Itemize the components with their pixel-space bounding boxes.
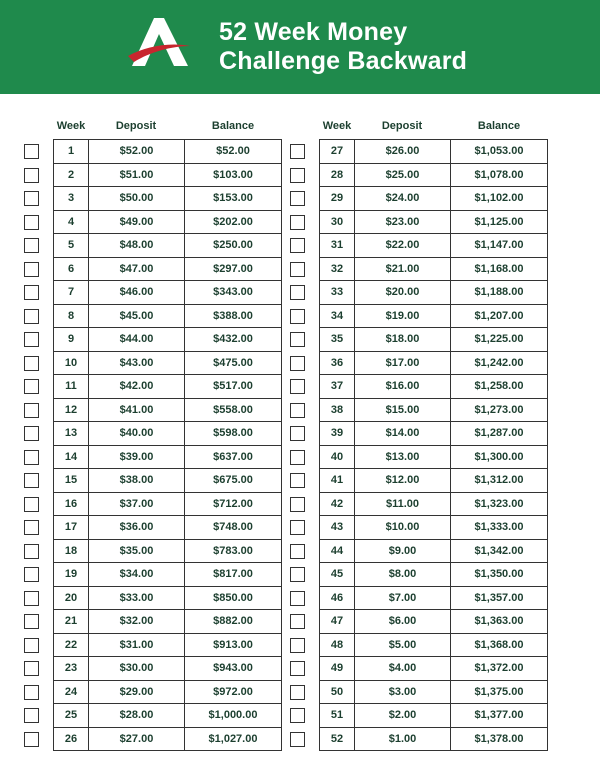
deposit-cell: $33.00	[88, 586, 185, 611]
week-cell: 20	[53, 586, 89, 611]
week-checkbox[interactable]	[290, 708, 305, 723]
week-checkbox[interactable]	[24, 708, 39, 723]
column-header-balance: Balance	[477, 120, 521, 132]
deposit-cell: $31.00	[88, 633, 185, 658]
balance-cell: $475.00	[184, 351, 282, 376]
balance-cell: $1,225.00	[450, 327, 548, 352]
deposit-cell: $2.00	[354, 703, 451, 728]
balance-cell: $1,273.00	[450, 398, 548, 423]
week-cell: 29	[319, 186, 355, 211]
balance-cell: $1,053.00	[450, 139, 548, 164]
week-checkbox[interactable]	[290, 168, 305, 183]
week-cell: 2	[53, 163, 89, 188]
balance-cell: $748.00	[184, 515, 282, 540]
week-checkbox[interactable]	[24, 661, 39, 676]
column-header-week: Week	[322, 120, 352, 132]
week-cell: 43	[319, 515, 355, 540]
balance-cell: $913.00	[184, 633, 282, 658]
balance-cell: $850.00	[184, 586, 282, 611]
balance-cell: $250.00	[184, 233, 282, 258]
balance-cell: $598.00	[184, 421, 282, 446]
week-cell: 18	[53, 539, 89, 564]
balance-cell: $943.00	[184, 656, 282, 681]
deposit-cell: $13.00	[354, 445, 451, 470]
deposit-cell: $28.00	[88, 703, 185, 728]
week-checkbox[interactable]	[24, 332, 39, 347]
week-checkbox[interactable]	[290, 144, 305, 159]
week-checkbox[interactable]	[290, 215, 305, 230]
week-cell: 16	[53, 492, 89, 517]
week-cell: 38	[319, 398, 355, 423]
deposit-cell: $9.00	[354, 539, 451, 564]
deposit-cell: $22.00	[354, 233, 451, 258]
deposit-cell: $14.00	[354, 421, 451, 446]
week-cell: 42	[319, 492, 355, 517]
deposit-cell: $41.00	[88, 398, 185, 423]
deposit-cell: $34.00	[88, 562, 185, 587]
balance-cell: $1,147.00	[450, 233, 548, 258]
week-checkbox[interactable]	[24, 685, 39, 700]
balance-cell: $1,125.00	[450, 210, 548, 235]
deposit-cell: $42.00	[88, 374, 185, 399]
balance-cell: $1,323.00	[450, 492, 548, 517]
deposit-cell: $43.00	[88, 351, 185, 376]
deposit-cell: $52.00	[88, 139, 185, 164]
week-cell: 9	[53, 327, 89, 352]
week-cell: 35	[319, 327, 355, 352]
week-checkbox[interactable]	[290, 473, 305, 488]
week-cell: 15	[53, 468, 89, 493]
week-checkbox[interactable]	[290, 591, 305, 606]
balance-cell: $1,258.00	[450, 374, 548, 399]
title-line-2: Challenge Backward	[219, 47, 468, 75]
balance-cell: $817.00	[184, 562, 282, 587]
week-checkbox[interactable]	[24, 473, 39, 488]
week-checkbox[interactable]	[290, 238, 305, 253]
balance-cell: $343.00	[184, 280, 282, 305]
week-cell: 40	[319, 445, 355, 470]
deposit-cell: $21.00	[354, 257, 451, 282]
week-cell: 41	[319, 468, 355, 493]
week-cell: 21	[53, 609, 89, 634]
deposit-cell: $50.00	[88, 186, 185, 211]
week-checkbox[interactable]	[290, 309, 305, 324]
week-checkbox[interactable]	[24, 591, 39, 606]
deposit-cell: $38.00	[88, 468, 185, 493]
week-checkbox[interactable]	[24, 497, 39, 512]
balance-cell: $1,363.00	[450, 609, 548, 634]
week-cell: 7	[53, 280, 89, 305]
week-checkbox[interactable]	[24, 544, 39, 559]
week-cell: 32	[319, 257, 355, 282]
week-checkbox[interactable]	[290, 520, 305, 535]
week-checkbox[interactable]	[290, 732, 305, 747]
balance-cell: $1,368.00	[450, 633, 548, 658]
week-cell: 45	[319, 562, 355, 587]
week-checkbox[interactable]	[24, 567, 39, 582]
week-checkbox[interactable]	[290, 191, 305, 206]
week-cell: 26	[53, 727, 89, 752]
week-cell: 50	[319, 680, 355, 705]
balance-cell: $1,188.00	[450, 280, 548, 305]
balance-cell: $1,102.00	[450, 186, 548, 211]
deposit-cell: $17.00	[354, 351, 451, 376]
week-cell: 33	[319, 280, 355, 305]
deposit-cell: $26.00	[354, 139, 451, 164]
week-cell: 10	[53, 351, 89, 376]
week-cell: 4	[53, 210, 89, 235]
deposit-cell: $1.00	[354, 727, 451, 752]
week-cell: 1	[53, 139, 89, 164]
balance-cell: $972.00	[184, 680, 282, 705]
week-cell: 52	[319, 727, 355, 752]
deposit-cell: $29.00	[88, 680, 185, 705]
week-cell: 39	[319, 421, 355, 446]
arrowhead-swoosh-logo-icon	[126, 16, 192, 70]
week-cell: 36	[319, 351, 355, 376]
deposit-cell: $51.00	[88, 163, 185, 188]
balance-cell: $558.00	[184, 398, 282, 423]
week-checkbox[interactable]	[24, 144, 39, 159]
week-checkbox[interactable]	[24, 238, 39, 253]
week-checkbox[interactable]	[290, 332, 305, 347]
deposit-cell: $6.00	[354, 609, 451, 634]
deposit-cell: $23.00	[354, 210, 451, 235]
deposit-cell: $47.00	[88, 257, 185, 282]
column-header-balance: Balance	[211, 120, 255, 132]
deposit-cell: $45.00	[88, 304, 185, 329]
deposit-cell: $19.00	[354, 304, 451, 329]
week-cell: 19	[53, 562, 89, 587]
week-checkbox[interactable]	[24, 426, 39, 441]
week-checkbox[interactable]	[290, 614, 305, 629]
week-checkbox[interactable]	[24, 309, 39, 324]
deposit-cell: $49.00	[88, 210, 185, 235]
week-checkbox[interactable]	[290, 497, 305, 512]
week-cell: 25	[53, 703, 89, 728]
deposit-cell: $4.00	[354, 656, 451, 681]
week-cell: 8	[53, 304, 89, 329]
week-cell: 49	[319, 656, 355, 681]
deposit-cell: $20.00	[354, 280, 451, 305]
week-checkbox[interactable]	[290, 567, 305, 582]
balance-cell: $1,207.00	[450, 304, 548, 329]
week-checkbox[interactable]	[24, 379, 39, 394]
week-checkbox[interactable]	[24, 614, 39, 629]
balance-cell: $432.00	[184, 327, 282, 352]
week-checkbox[interactable]	[24, 403, 39, 418]
week-checkbox[interactable]	[290, 403, 305, 418]
deposit-cell: $8.00	[354, 562, 451, 587]
balance-cell: $1,342.00	[450, 539, 548, 564]
title-line-1: 52 Week Money	[219, 18, 408, 46]
balance-cell: $297.00	[184, 257, 282, 282]
week-cell: 14	[53, 445, 89, 470]
week-checkbox[interactable]	[24, 262, 39, 277]
week-checkbox[interactable]	[290, 450, 305, 465]
deposit-cell: $44.00	[88, 327, 185, 352]
deposit-cell: $30.00	[88, 656, 185, 681]
balance-cell: $1,000.00	[184, 703, 282, 728]
deposit-cell: $37.00	[88, 492, 185, 517]
column-header-week: Week	[56, 120, 86, 132]
week-checkbox[interactable]	[290, 638, 305, 653]
week-checkbox[interactable]	[24, 356, 39, 371]
deposit-cell: $36.00	[88, 515, 185, 540]
deposit-cell: $46.00	[88, 280, 185, 305]
deposit-cell: $25.00	[354, 163, 451, 188]
column-header-deposit: Deposit	[381, 120, 423, 132]
balance-cell: $1,287.00	[450, 421, 548, 446]
balance-cell: $1,333.00	[450, 515, 548, 540]
balance-cell: $783.00	[184, 539, 282, 564]
week-cell: 22	[53, 633, 89, 658]
column-header-deposit: Deposit	[115, 120, 157, 132]
week-checkbox[interactable]	[290, 285, 305, 300]
balance-cell: $1,357.00	[450, 586, 548, 611]
week-cell: 30	[319, 210, 355, 235]
week-checkbox[interactable]	[24, 285, 39, 300]
week-cell: 23	[53, 656, 89, 681]
week-checkbox[interactable]	[290, 544, 305, 559]
balance-cell: $1,027.00	[184, 727, 282, 752]
week-checkbox[interactable]	[24, 638, 39, 653]
deposit-cell: $7.00	[354, 586, 451, 611]
week-cell: 44	[319, 539, 355, 564]
week-cell: 34	[319, 304, 355, 329]
balance-cell: $1,078.00	[450, 163, 548, 188]
balance-cell: $1,300.00	[450, 445, 548, 470]
deposit-cell: $11.00	[354, 492, 451, 517]
week-cell: 27	[319, 139, 355, 164]
week-cell: 37	[319, 374, 355, 399]
deposit-cell: $32.00	[88, 609, 185, 634]
balance-cell: $1,350.00	[450, 562, 548, 587]
week-cell: 48	[319, 633, 355, 658]
week-checkbox[interactable]	[290, 685, 305, 700]
deposit-cell: $16.00	[354, 374, 451, 399]
week-checkbox[interactable]	[290, 356, 305, 371]
balance-cell: $712.00	[184, 492, 282, 517]
week-cell: 51	[319, 703, 355, 728]
week-cell: 12	[53, 398, 89, 423]
week-cell: 47	[319, 609, 355, 634]
week-checkbox[interactable]	[24, 520, 39, 535]
deposit-cell: $10.00	[354, 515, 451, 540]
week-cell: 24	[53, 680, 89, 705]
deposit-cell: $18.00	[354, 327, 451, 352]
week-cell: 3	[53, 186, 89, 211]
balance-cell: $517.00	[184, 374, 282, 399]
week-checkbox[interactable]	[24, 450, 39, 465]
deposit-cell: $12.00	[354, 468, 451, 493]
balance-cell: $1,377.00	[450, 703, 548, 728]
week-cell: 11	[53, 374, 89, 399]
week-checkbox[interactable]	[290, 661, 305, 676]
balance-cell: $202.00	[184, 210, 282, 235]
header-banner	[0, 0, 600, 94]
balance-cell: $103.00	[184, 163, 282, 188]
balance-cell: $1,372.00	[450, 656, 548, 681]
deposit-cell: $15.00	[354, 398, 451, 423]
balance-cell: $388.00	[184, 304, 282, 329]
week-cell: 31	[319, 233, 355, 258]
page-title	[219, 18, 467, 76]
week-cell: 17	[53, 515, 89, 540]
deposit-cell: $5.00	[354, 633, 451, 658]
deposit-cell: $35.00	[88, 539, 185, 564]
week-checkbox[interactable]	[290, 426, 305, 441]
balance-cell: $675.00	[184, 468, 282, 493]
deposit-cell: $39.00	[88, 445, 185, 470]
deposit-cell: $27.00	[88, 727, 185, 752]
week-cell: 46	[319, 586, 355, 611]
week-checkbox[interactable]	[24, 732, 39, 747]
deposit-cell: $3.00	[354, 680, 451, 705]
week-cell: 6	[53, 257, 89, 282]
week-checkbox[interactable]	[290, 262, 305, 277]
week-checkbox[interactable]	[24, 215, 39, 230]
balance-cell: $1,312.00	[450, 468, 548, 493]
deposit-cell: $24.00	[354, 186, 451, 211]
week-checkbox[interactable]	[24, 168, 39, 183]
week-checkbox[interactable]	[24, 191, 39, 206]
balance-cell: $882.00	[184, 609, 282, 634]
week-cell: 28	[319, 163, 355, 188]
balance-cell: $1,375.00	[450, 680, 548, 705]
balance-cell: $153.00	[184, 186, 282, 211]
deposit-cell: $48.00	[88, 233, 185, 258]
balance-cell: $52.00	[184, 139, 282, 164]
balance-cell: $1,378.00	[450, 727, 548, 752]
week-cell: 13	[53, 421, 89, 446]
week-cell: 5	[53, 233, 89, 258]
balance-cell: $1,242.00	[450, 351, 548, 376]
balance-cell: $637.00	[184, 445, 282, 470]
balance-cell: $1,168.00	[450, 257, 548, 282]
deposit-cell: $40.00	[88, 421, 185, 446]
week-checkbox[interactable]	[290, 379, 305, 394]
